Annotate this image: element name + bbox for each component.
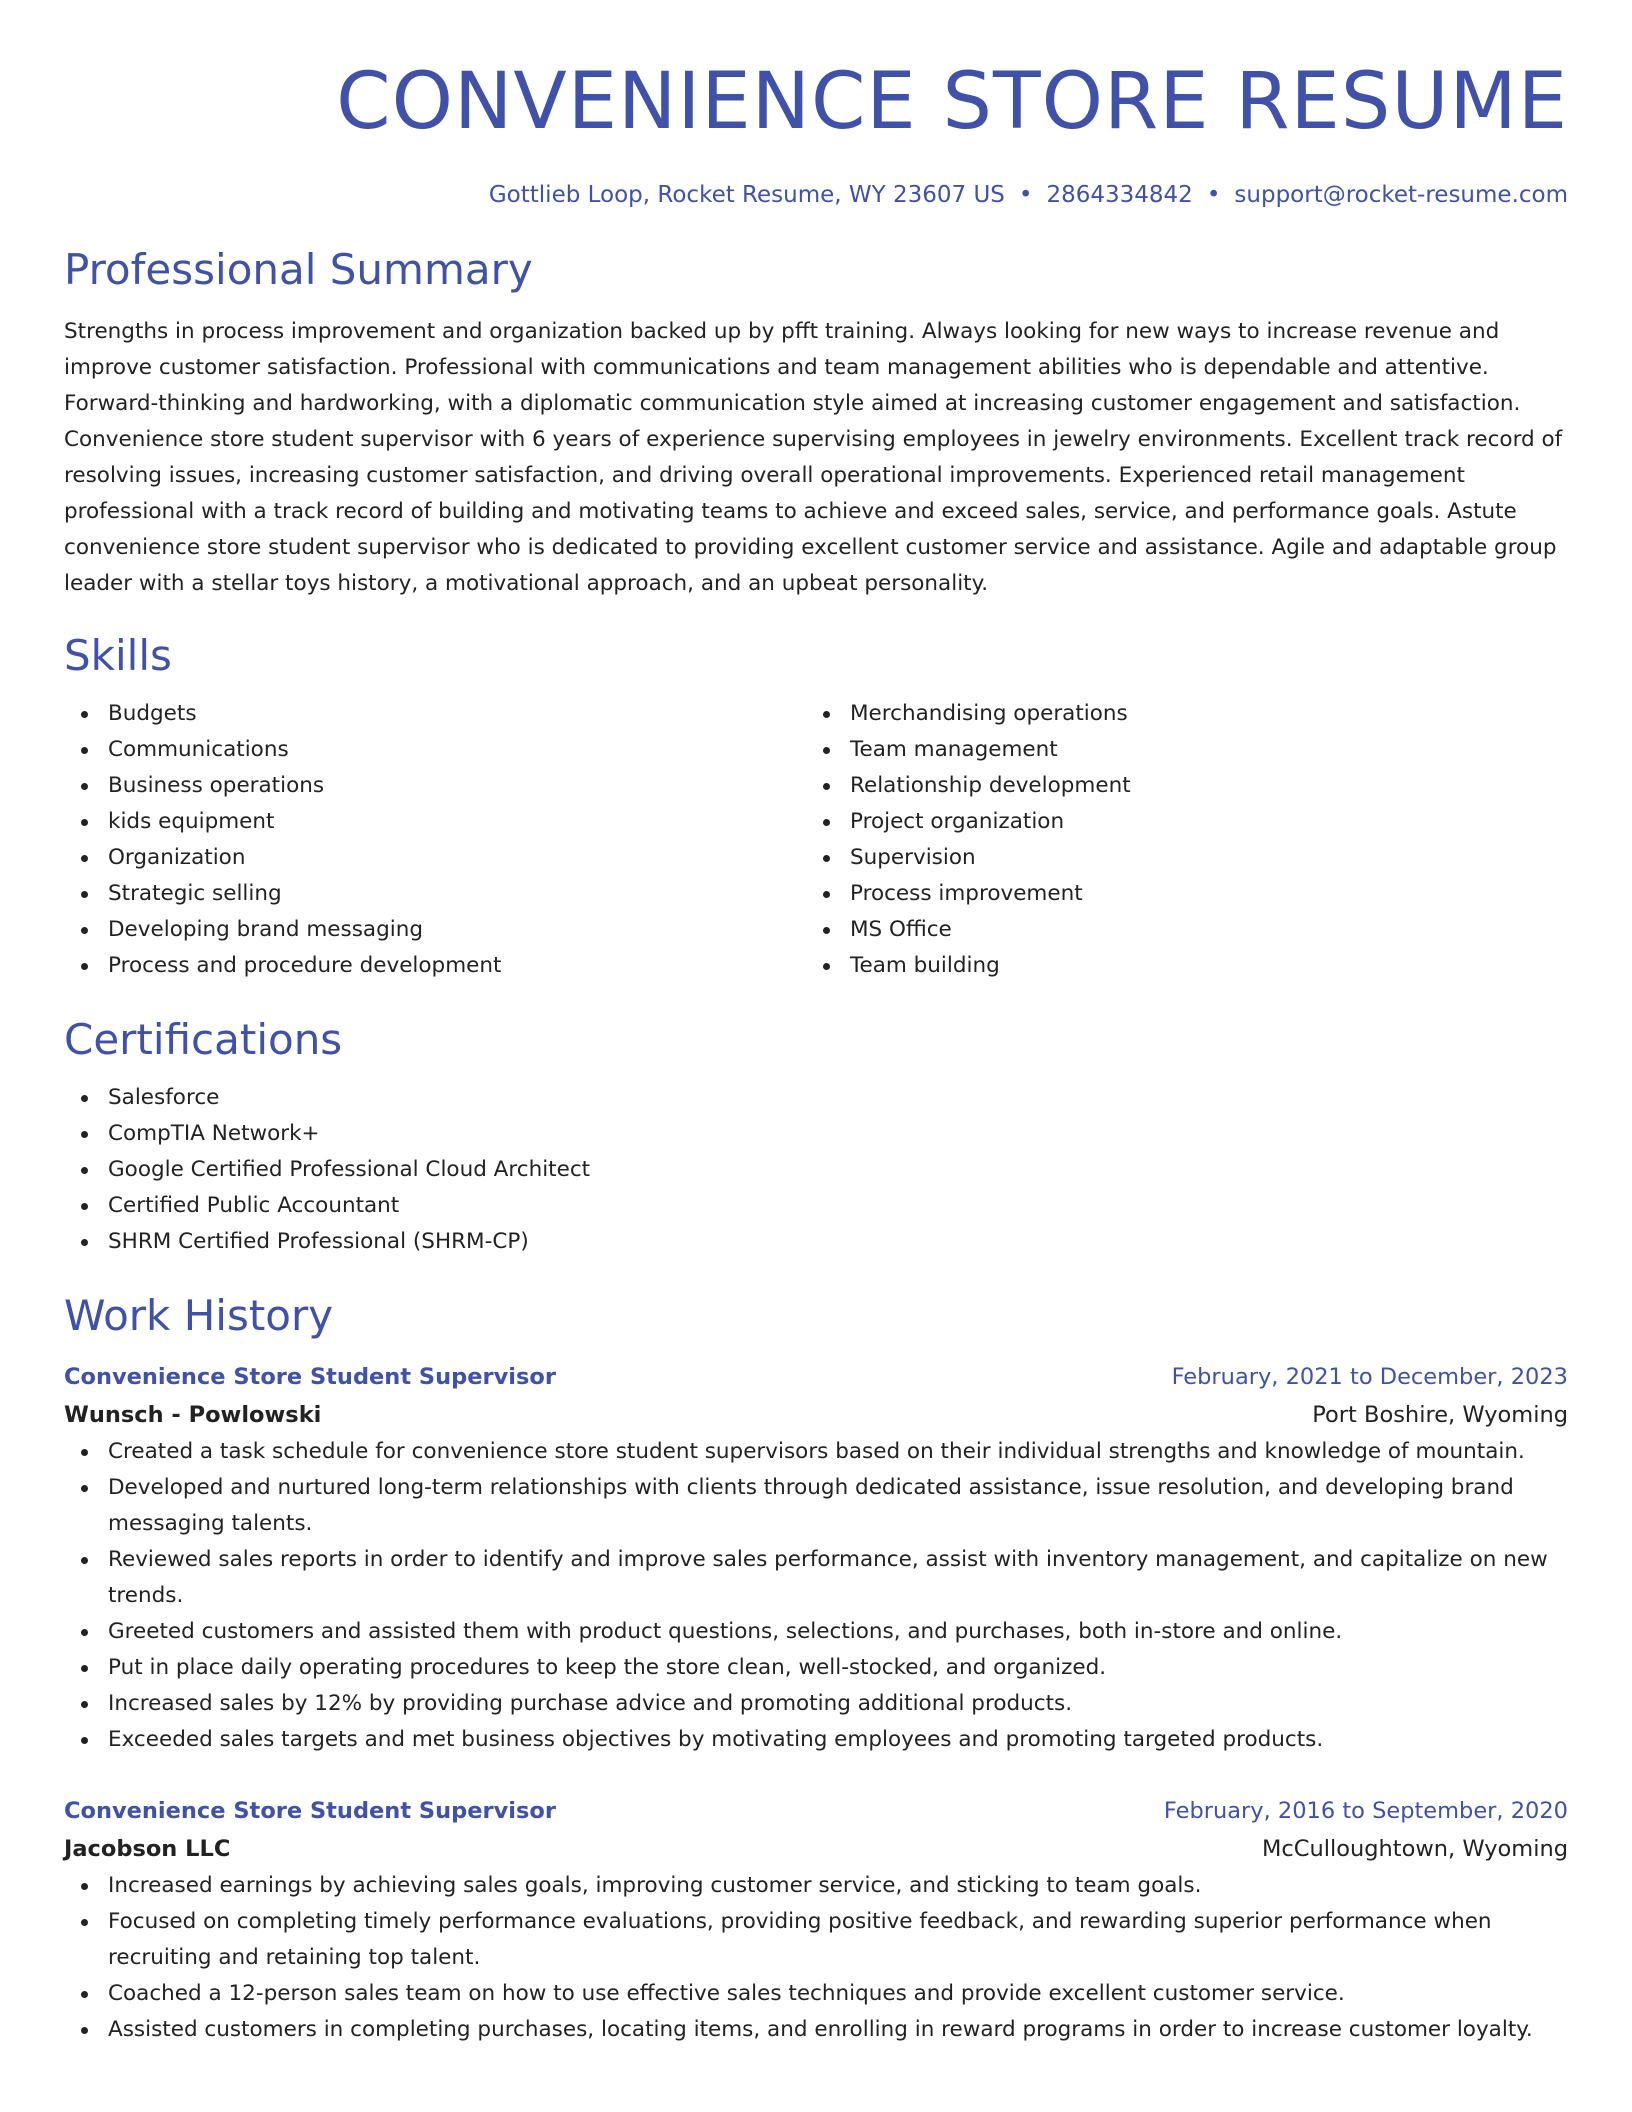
skill-item: Team management: [806, 732, 1548, 768]
contact-separator: •: [1018, 182, 1033, 208]
job-subheader: [64, 1396, 1568, 1434]
summary-section: [64, 244, 1568, 602]
skill-item: Budgets: [64, 696, 806, 732]
certification-item: CompTIA Network+: [64, 1116, 1568, 1152]
job-dates: February, 2021 to December, 2023: [1171, 1364, 1568, 1390]
job-location: McCulloughtown, Wyoming: [1261, 1836, 1568, 1862]
resume-page: [64, 0, 1568, 2048]
job-entry: [64, 1792, 1568, 2048]
job-entry: [64, 1358, 1568, 1758]
skills-list-left: [64, 696, 806, 984]
skills-list-right: [806, 696, 1548, 984]
contact-line: [64, 180, 1568, 210]
skill-item: Merchandising operations: [806, 696, 1548, 732]
job-company: Wunsch - Powlowski: [64, 1402, 322, 1428]
certification-item: Google Certified Professional Cloud Architect: [64, 1152, 1568, 1188]
contact-separator: •: [1206, 182, 1221, 208]
job-bullet: Coached a 12-person sales team on how to use effective sales techniques and provide excellent customer service.: [64, 1976, 1568, 2012]
job-bullet: Assisted customers in completing purchases, locating items, and enrolling in reward programs in order to increase customer loyalty.: [64, 2012, 1568, 2048]
certifications-heading: Certifications: [64, 1015, 343, 1064]
job-bullet: Created a task schedule for convenience store student supervisors based on their individual strengths and knowledge of mountain.: [64, 1434, 1568, 1470]
certifications-section: [64, 1014, 1568, 1260]
job-location: Port Boshire, Wyoming: [1312, 1402, 1568, 1428]
skills-section: [64, 630, 1568, 984]
certification-item: Salesforce: [64, 1080, 1568, 1116]
job-header: [64, 1792, 1568, 1830]
resume-title: CONVENIENCE STORE RESUME: [336, 57, 1568, 147]
job-header: [64, 1358, 1568, 1396]
job-bullets: [64, 1434, 1568, 1758]
job-bullet: Developed and nurtured long-term relationships with clients through dedicated assistance, issue resolution, and developing brand messaging talents.: [64, 1470, 1568, 1542]
certification-item: Certified Public Accountant: [64, 1188, 1568, 1224]
skill-item: Process and procedure development: [64, 948, 806, 984]
skill-item: Developing brand messaging: [64, 912, 806, 948]
job-bullets: [64, 1868, 1568, 2048]
work-history-section: [64, 1290, 1568, 2048]
certification-item: SHRM Certified Professional (SHRM-CP): [64, 1224, 1568, 1260]
skill-item: Supervision: [806, 840, 1548, 876]
skill-item: Organization: [64, 840, 806, 876]
skill-item: Strategic selling: [64, 876, 806, 912]
skill-item: kids equipment: [64, 804, 806, 840]
skill-item: Project organization: [806, 804, 1548, 840]
job-title: Convenience Store Student Supervisor: [64, 1798, 556, 1824]
job-subheader: [64, 1830, 1568, 1868]
skill-item: Process improvement: [806, 876, 1548, 912]
job-bullet: Exceeded sales targets and met business objectives by motivating employees and promoting targeted products.: [64, 1722, 1568, 1758]
contact-address: Gottlieb Loop, Rocket Resume, WY 23607 US: [488, 182, 1005, 208]
skill-item: Team building: [806, 948, 1548, 984]
skills-heading: Skills: [64, 631, 172, 680]
job-bullet: Put in place daily operating procedures to keep the store clean, well-stocked, and organized.: [64, 1650, 1568, 1686]
skills-column-left: [64, 696, 806, 984]
job-company: Jacobson LLC: [64, 1836, 231, 1862]
skill-item: Relationship development: [806, 768, 1548, 804]
job-bullet: Greeted customers and assisted them with product questions, selections, and purchases, both in-store and online.: [64, 1614, 1568, 1650]
job-title: Convenience Store Student Supervisor: [64, 1364, 556, 1390]
work-history-heading: Work History: [64, 1291, 334, 1340]
skills-column-right: [806, 696, 1548, 984]
skill-item: Communications: [64, 732, 806, 768]
skill-item: Business operations: [64, 768, 806, 804]
job-bullet: Increased sales by 12% by providing purchase advice and promoting additional products.: [64, 1686, 1568, 1722]
job-bullet: Focused on completing timely performance evaluations, providing positive feedback, and rewarding superior performance when recruiting and retaining top talent.: [64, 1904, 1568, 1976]
certifications-list: [64, 1080, 1568, 1260]
contact-phone: 2864334842: [1046, 182, 1193, 208]
job-bullet: Reviewed sales reports in order to identify and improve sales performance, assist with inventory management, and capitalize on new trends.: [64, 1542, 1568, 1614]
summary-heading: Professional Summary: [64, 245, 533, 294]
skill-item: MS Office: [806, 912, 1548, 948]
summary-text: Strengths in process improvement and organization backed up by pfft training. Always looking for new ways to increase revenue and improve customer satisfaction. Professional with communications and team management abilities who is dependable and attentive. Forward-thinking and hardworking, with a diplomatic communication style aimed at increasing customer engagement and satisfaction. Convenience store student supervisor with 6 years of experience supervising employees in jewelry environments. Excellent track record of resolving issues, increasing customer satisfaction, and driving overall operational improvements. Experienced retail management professional with a track record of building and motivating teams to achieve and exceed sales, service, and performance goals. Astute convenience store student supervisor who is dedicated to providing excellent customer service and assistance. Agile and adaptable group leader with a stellar toys history, a motivational approach, and an upbeat personality.: [64, 319, 1563, 596]
job-bullet: Increased earnings by achieving sales goals, improving customer service, and sticking to team goals.: [64, 1868, 1568, 1904]
skills-grid: [64, 696, 1568, 984]
contact-email[interactable]: support@rocket-resume.com: [1234, 182, 1568, 208]
job-dates: February, 2016 to September, 2020: [1163, 1798, 1568, 1824]
